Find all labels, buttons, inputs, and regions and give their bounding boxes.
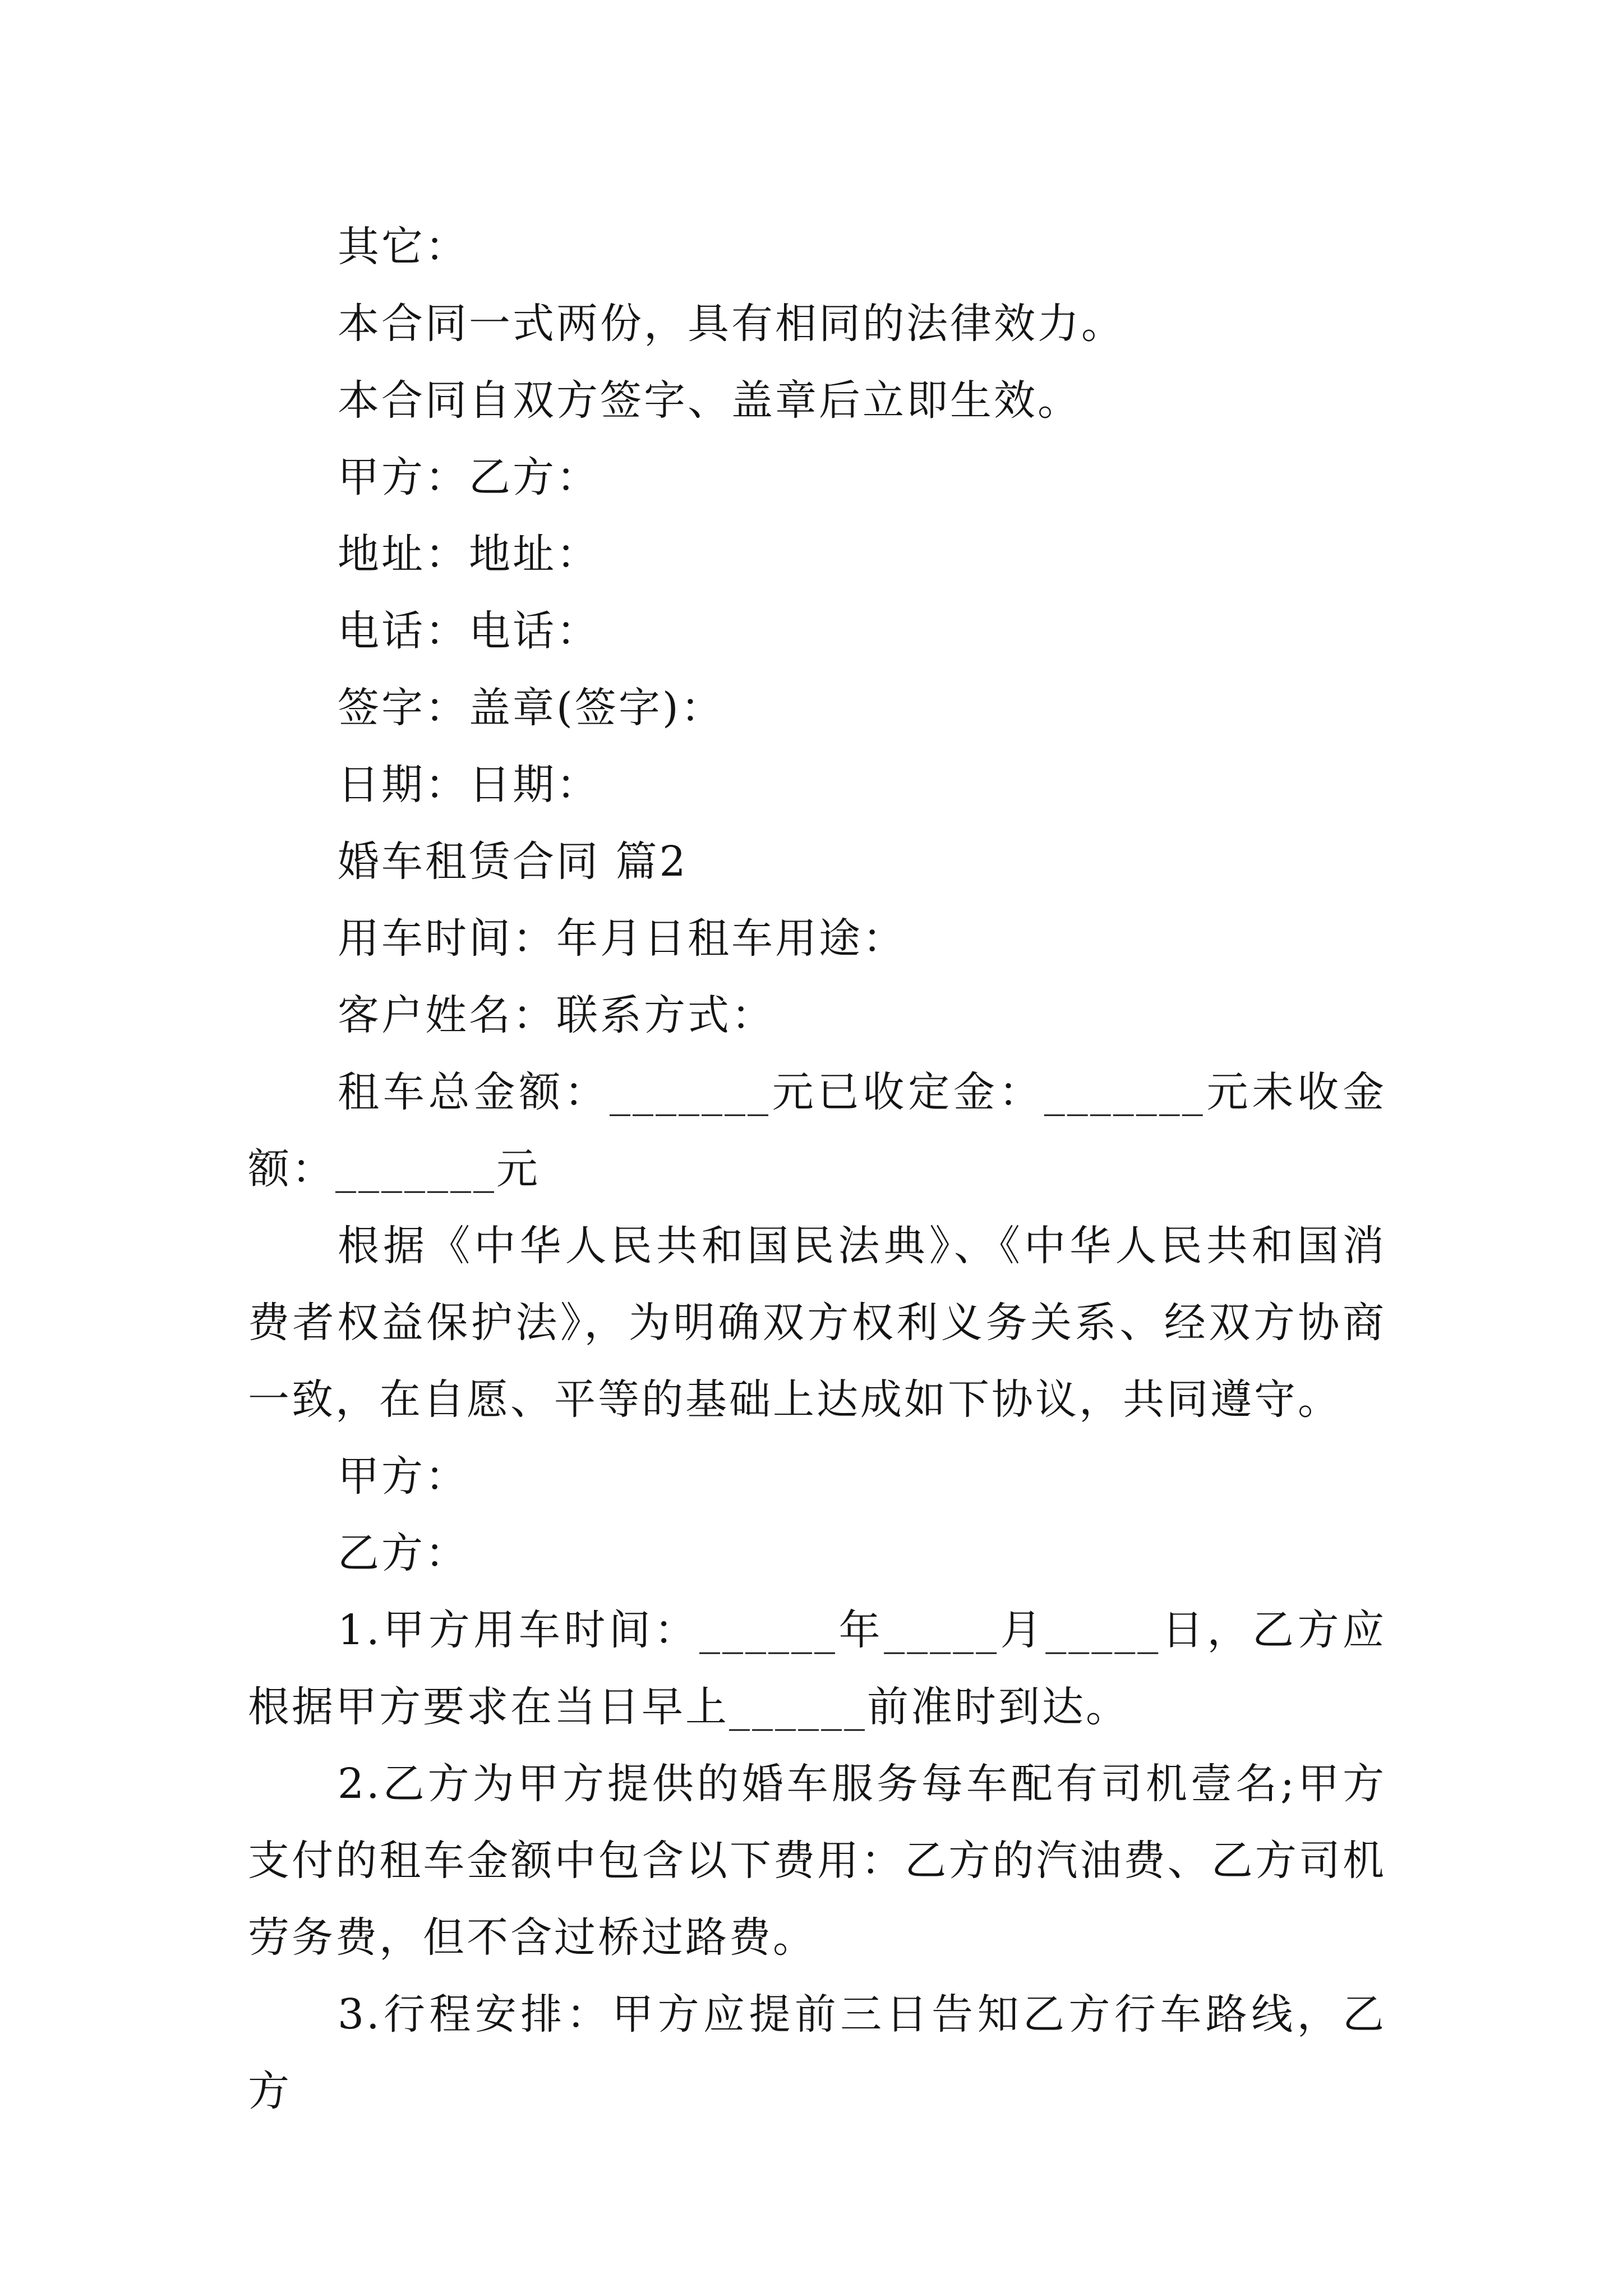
paragraph-basis: 根据《中华人民共和国民法典》、《中华人民共和国消费者权益保护法》，为明确双方权利义务关系、经双方协商一致，在自愿、平等的基础上达成如下协议，共同遵守。 [248,1222,1386,1424]
paragraph-address: 地址：地址： [338,530,600,578]
paragraph-amount: 租车总金额：_______元已收定金：_______元未收金额：_______元 [248,1068,1386,1193]
document-body [248,209,1386,2130]
paragraph-party-b: 乙方： [338,1529,469,1577]
section-title: 婚车租赁合同 篇2 [338,838,688,886]
clause-1: 1.甲方用车时间：______年_____月_____日，乙方应根据甲方要求在当日早上______前准时到达。 [248,1606,1386,1731]
paragraph-signature: 签字：盖章(签字)： [338,684,725,732]
paragraph-effective: 本合同自双方签字、盖章后立即生效。 [338,376,1081,425]
paragraph-party-a: 甲方： [338,1452,469,1501]
paragraph-customer: 客户姓名：联系方式： [338,991,775,1039]
clause-3: 3.行程安排：甲方应提前三日告知乙方行车路线，乙方 [248,1990,1386,2115]
paragraph-date: 日期：日期： [338,761,600,809]
paragraph-parties: 甲方：乙方： [338,453,600,501]
paragraph-copies: 本合同一式两份，具有相同的法律效力。 [338,300,1125,348]
paragraph-phone: 电话：电话： [338,607,600,655]
clause-2: 2.乙方为甲方提供的婚车服务每车配有司机壹名;甲方支付的租车金额中包含以下费用：乙方的汽油费、乙方司机劳务费，但不含过桥过路费。 [248,1760,1386,1962]
paragraph-other: 其它： [338,223,469,271]
paragraph-usage-time: 用车时间：年月日租车用途： [338,914,906,963]
